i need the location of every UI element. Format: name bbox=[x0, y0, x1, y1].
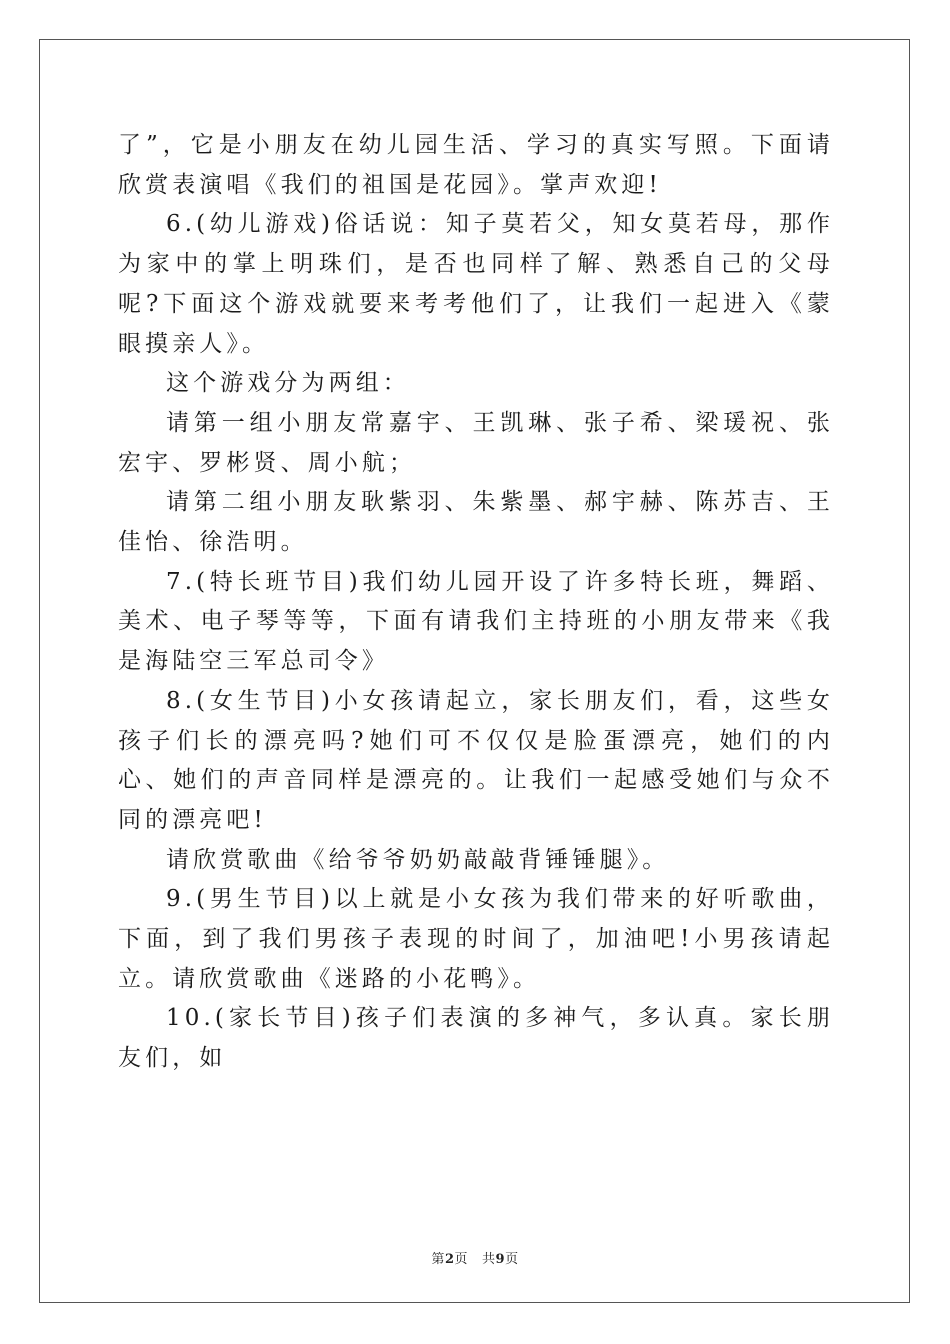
paragraph: 6.(幼儿游戏)俗话说：知子莫若父，知女莫若母，那作为家中的掌上明珠们，是否也同样了解、熟悉自己的父母呢?下面这个游戏就要来考考他们了，让我们一起进入《蒙眼摸亲人》。 bbox=[118, 211, 834, 357]
footer-total-suffix: 页 bbox=[505, 1252, 519, 1267]
footer-page-current: 2 bbox=[444, 1252, 455, 1267]
paragraph: 7.(特长班节目)我们幼儿园开设了许多特长班，舞蹈、美术、电子琴等等，下面有请我们主持班的小朋友带来《我是海陆空三军总司令》 bbox=[118, 568, 834, 675]
paragraph: 请第一组小朋友常嘉宇、王凯琳、张子希、梁瑗祝、张宏宇、罗彬贤、周小航； bbox=[118, 409, 834, 476]
footer-total-prefix: 共 bbox=[482, 1252, 496, 1267]
page-footer bbox=[0, 1248, 950, 1267]
paragraph: 10.(家长节目)孩子们表演的多神气，多认真。家长朋友们，如 bbox=[118, 1005, 834, 1072]
paragraph: 8.(女生节目)小女孩请起立，家长朋友们，看，这些女孩子们长的漂亮吗?她们可不仅仅是脸蛋漂亮，她们的内心、她们的声音同样是漂亮的。让我们一起感受她们与众不同的漂亮吧! bbox=[118, 687, 834, 833]
footer-page-suffix: 页 bbox=[454, 1252, 468, 1267]
document-body bbox=[118, 126, 834, 1079]
paragraph: 请第二组小朋友耿紫羽、朱紫墨、郝宇赫、陈苏吉、王佳怡、徐浩明。 bbox=[118, 489, 834, 556]
paragraph: 这个游戏分为两组： bbox=[166, 370, 410, 397]
footer-page-total: 9 bbox=[495, 1252, 506, 1267]
paragraph: 9.(男生节目)以上就是小女孩为我们带来的好听歌曲，下面，到了我们男孩子表现的时间了，加油吧!小男孩请起立。请欣赏歌曲《迷路的小花鸭》。 bbox=[118, 886, 834, 992]
footer-page-prefix: 第 bbox=[431, 1252, 445, 1267]
paragraph: 请欣赏歌曲《给爷爷奶奶敲敲背锤锤腿》。 bbox=[166, 846, 670, 873]
paragraph: 了”，它是小朋友在幼儿园生活、学习的真实写照。下面请欣赏表演唱《我们的祖国是花园》。掌声欢迎! bbox=[118, 132, 834, 198]
